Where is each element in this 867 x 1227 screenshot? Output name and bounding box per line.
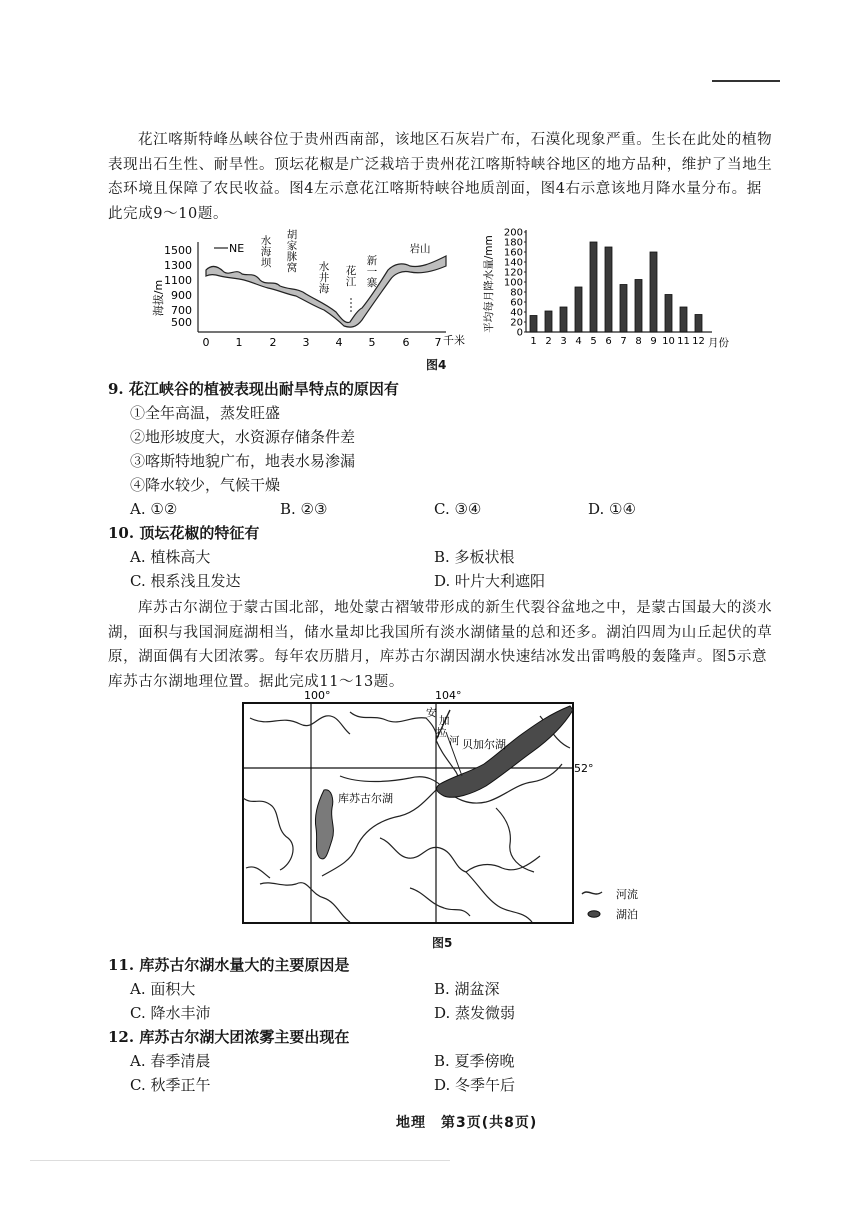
chart-xticks (530, 336, 705, 347)
place-labels (261, 228, 431, 295)
chart-xtick: 2 (545, 336, 552, 347)
place-label: 花江 (345, 265, 357, 288)
fig4-precip-chart (480, 222, 750, 348)
chart-ytick: 160 (503, 247, 523, 259)
intro-paragraph-2: 库苏古尔湖位于蒙古国北部，地处蒙古褶皱带形成的新生代裂谷盆地之中，是蒙古国最大的淡水湖，面积与我国洞庭湖相当，储水量却比我国所有淡水湖储量的总和还多。湖泊四周为山丘起伏的草原，湖面偶有大团浓雾。每年农历腊月，库苏古尔湖因湖水快速结冰发出雷鸣般的轰隆声。图5示意库苏古尔湖地理位置。据此完成11～13题。 (108, 600, 773, 690)
chart-ytick: 40 (510, 307, 523, 319)
q10-option-d[interactable]: D. 叶片大利遮阳 (434, 572, 546, 590)
chart-xtick: 1 (530, 336, 537, 347)
ytick: 1100 (164, 274, 192, 287)
ytick: 1500 (164, 244, 192, 257)
angara-char: 拉 (436, 727, 447, 739)
chart-ylabel: 平均每月降水量/mm (483, 235, 495, 333)
chart-xtick: 7 (620, 336, 627, 347)
chart-bar (590, 242, 597, 332)
profile-yticks (164, 244, 192, 329)
chart-bar (665, 295, 672, 333)
q12-option-c[interactable]: C. 秋季正午 (130, 1076, 211, 1094)
fig5-caption: 图5 (432, 936, 453, 950)
xtick: 1 (235, 336, 243, 349)
chart-xtick: 10 (662, 336, 675, 347)
q12-option-b[interactable]: B. 夏季傍晚 (434, 1052, 515, 1070)
xtick: 0 (202, 336, 210, 349)
chart-xlabel: 月份 (708, 337, 729, 348)
chart-xtick: 9 (650, 336, 657, 347)
chart-bar (650, 252, 657, 332)
chart-bars (530, 242, 702, 332)
xtick: 4 (335, 336, 343, 349)
chart-xtick: 8 (635, 336, 642, 347)
ytick: 1300 (164, 259, 192, 272)
xtick: 2 (269, 336, 277, 349)
legend-river-icon (582, 892, 602, 894)
profile-xunit: 千米 (443, 334, 465, 347)
baikal-label: 贝加尔湖 (462, 738, 506, 751)
angara-char: 安 (426, 707, 437, 719)
chart-bar (620, 285, 627, 333)
q10-option-c[interactable]: C. 根系浅且发达 (130, 572, 241, 590)
q11-option-c[interactable]: C. 降水丰沛 (130, 1004, 211, 1022)
q9-item-3: ③喀斯特地貌广布，地表水易渗漏 (130, 452, 356, 470)
ytick: 500 (171, 316, 192, 329)
angara-char: 河 (449, 735, 460, 747)
page-footer: 地理 第3页(共8页) (396, 1115, 538, 1131)
q11-stem: 11. 库苏古尔湖水量大的主要原因是 (108, 956, 350, 974)
q11-option-d[interactable]: D. 蒸发微弱 (434, 1004, 516, 1022)
chart-bar (545, 311, 552, 332)
intro-paragraph-1: 花江喀斯特峰丛峡谷位于贵州西南部，该地区石灰岩广布，石漠化现象严重。生长在此处的植物表现出石生性、耐旱性。顶坛花椒是广泛栽培于贵州花江喀斯特峡谷地区的地方品种，维护了当地生态环境且保障了农民收益。图4左示意花江喀斯特峡谷地质剖面，图4右示意该地月降水量分布。据此完成9～10题。 (108, 132, 773, 222)
chart-bar (680, 307, 687, 332)
chart-bar (560, 307, 567, 332)
chart-ytick: 140 (503, 257, 523, 269)
lon-label-104: 104° (435, 689, 462, 702)
lat-label-52: 52° (574, 762, 594, 775)
chart-ytick: 60 (510, 297, 523, 309)
q12-stem: 12. 库苏古尔湖大团浓雾主要出现在 (108, 1028, 350, 1046)
legend-lake-icon (588, 911, 600, 917)
ytick: 700 (171, 304, 192, 317)
chart-ytick: 80 (510, 287, 523, 299)
chart-bar (575, 287, 582, 332)
q9-stem: 9. 花江峡谷的植被表现出耐旱特点的原因有 (108, 380, 399, 398)
q10-stem: 10. 顶坛花椒的特征有 (108, 524, 260, 542)
angara-char: 加 (439, 715, 450, 727)
q9-option-b[interactable]: B. ②③ (280, 500, 328, 518)
fig5-map (240, 688, 660, 928)
q9-item-4: ④降水较少，气候干燥 (130, 476, 281, 494)
lon-label-100: 100° (304, 689, 331, 702)
direction-label: NE (229, 242, 245, 255)
chart-xtick: 4 (575, 336, 582, 347)
q12-option-a[interactable]: A. 春季清晨 (130, 1052, 211, 1070)
bottom-rule (30, 1160, 450, 1161)
q10-option-b[interactable]: B. 多板状根 (434, 548, 515, 566)
chart-ytick: 180 (503, 237, 523, 249)
xtick: 6 (402, 336, 410, 349)
chart-xtick: 6 (605, 336, 612, 347)
chart-bar (695, 315, 702, 333)
khovsgol-label: 库苏古尔湖 (338, 792, 393, 805)
chart-yticks (504, 228, 526, 339)
place-label: 水井海 (318, 261, 330, 295)
chart-xtick: 12 (692, 336, 705, 347)
profile-xticks (203, 336, 442, 349)
chart-bar (530, 316, 537, 333)
place-label: 岩山 (409, 243, 431, 255)
xtick: 7 (434, 336, 442, 349)
q11-option-b[interactable]: B. 湖盆深 (434, 980, 500, 998)
fig4-caption: 图4 (426, 358, 447, 372)
fig4-profile (140, 228, 470, 350)
chart-xtick: 3 (560, 336, 567, 347)
chart-ytick: 200 (503, 227, 523, 239)
legend-lake-label: 湖泊 (616, 908, 638, 921)
q9-option-a[interactable]: A. ①② (130, 500, 178, 518)
chart-ytick: 120 (503, 267, 523, 279)
header-rule (712, 80, 780, 82)
chart-xtick: 5 (590, 336, 597, 347)
chart-ytick: 0 (516, 327, 523, 339)
chart-xtick: 11 (677, 336, 690, 347)
q10-option-a[interactable]: A. 植株高大 (130, 548, 211, 566)
q9-option-d[interactable]: D. ①④ (588, 500, 636, 518)
chart-ytick: 100 (503, 277, 523, 289)
q12-option-d[interactable]: D. 冬季午后 (434, 1076, 516, 1094)
q11-option-a[interactable]: A. 面积大 (130, 980, 196, 998)
xtick: 5 (368, 336, 376, 349)
q9-option-c[interactable]: C. ③④ (434, 500, 482, 518)
ytick: 900 (171, 289, 192, 302)
chart-ytick: 20 (510, 317, 523, 329)
chart-bar (605, 247, 612, 332)
place-label: 新一寨 (366, 255, 378, 289)
q9-item-2: ②地形坡度大，水资源存储条件差 (130, 428, 356, 446)
chart-bar (635, 280, 642, 333)
xtick: 3 (302, 336, 310, 349)
profile-ylabel: 海拔/m (152, 279, 165, 317)
q9-item-1: ①全年高温，蒸发旺盛 (130, 404, 281, 422)
legend-river-label: 河流 (616, 888, 638, 901)
place-label: 胡家脒窝 (286, 229, 298, 274)
place-label: 水海坝 (260, 235, 272, 269)
